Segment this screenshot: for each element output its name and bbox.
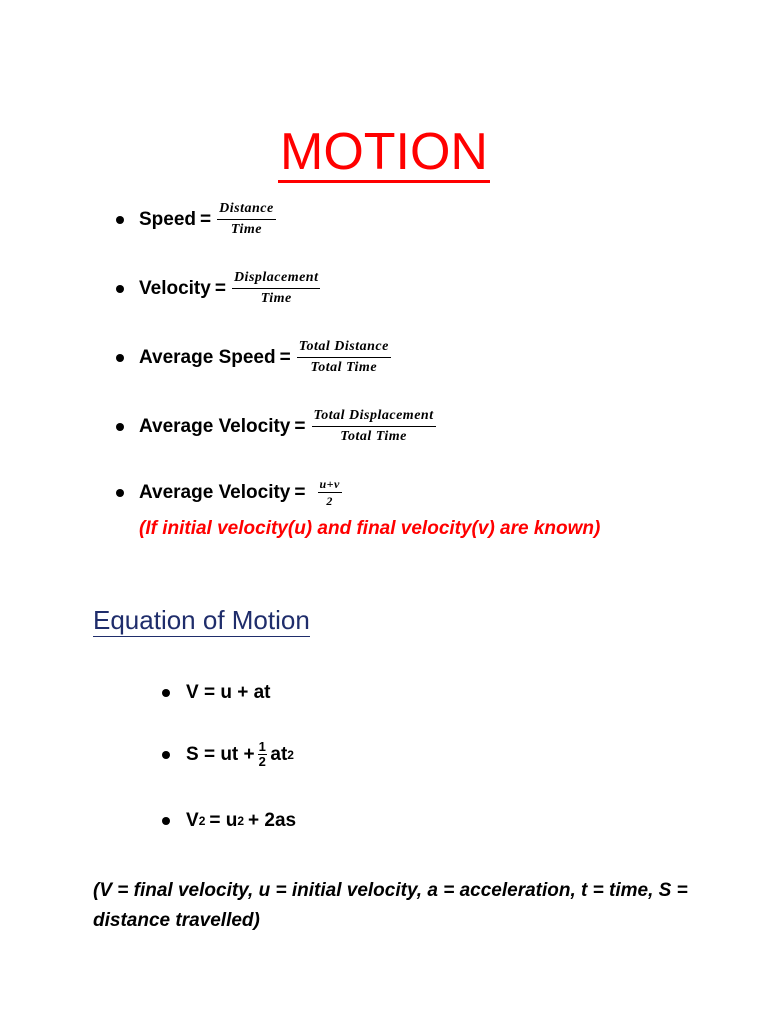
equation-mid: = u	[209, 810, 238, 831]
denominator: Time	[260, 291, 292, 306]
condition-note: (If initial velocity(u) and final velocity(v) are known)	[139, 518, 601, 539]
bullet-icon	[162, 817, 170, 825]
formula-speed	[116, 200, 276, 239]
half-fraction	[258, 740, 268, 769]
numerator: 1	[258, 739, 267, 754]
formula-label: Average Velocity	[139, 415, 291, 437]
fraction	[297, 338, 391, 377]
equals-sign: =	[279, 346, 291, 368]
equals-sign: =	[200, 208, 212, 230]
numerator: u+v	[319, 477, 340, 491]
fraction	[217, 200, 276, 239]
bullet-icon	[162, 689, 170, 697]
numerator: Total Distance	[297, 338, 391, 358]
equation-first	[162, 682, 270, 704]
formula-average-velocity	[116, 407, 436, 446]
fraction	[232, 269, 321, 308]
formula-label: Average Speed	[139, 346, 276, 368]
numerator: Displacement	[232, 269, 321, 289]
denominator: Total Time	[310, 360, 378, 375]
bullet-icon	[116, 423, 124, 431]
numerator: Total Displacement	[312, 407, 436, 427]
fraction	[312, 407, 436, 446]
formula-label: Average Velocity	[139, 481, 291, 503]
equals-sign: =	[294, 481, 306, 503]
bullet-icon	[162, 751, 170, 759]
denominator: 2	[258, 754, 267, 769]
bullet-icon	[116, 354, 124, 362]
denominator: Total Time	[340, 429, 407, 444]
denominator: Time	[230, 222, 262, 237]
section-heading	[93, 605, 310, 636]
section-heading-text: Equation of Motion	[93, 605, 310, 635]
bullet-icon	[116, 285, 124, 293]
bullet-icon	[116, 216, 124, 224]
formula-average-velocity-uv	[116, 477, 342, 508]
equation-end: + 2as	[248, 810, 297, 831]
numerator: Distance	[217, 200, 276, 220]
equation-prefix: S = ut +	[186, 743, 255, 765]
formula-label: Speed	[139, 208, 197, 230]
page-title-text: MOTION	[280, 123, 488, 181]
fraction	[318, 477, 342, 508]
equation-second: S = ut + $\frac{1}{2}$ at 2	[162, 740, 294, 769]
page-title	[0, 122, 768, 183]
equals-sign: =	[294, 415, 306, 437]
equation-v: V	[186, 810, 199, 831]
variable-legend: (V = final velocity, u = initial velocity, a = acceleration, t = time, S = distance travelled)	[93, 880, 688, 931]
bullet-icon	[116, 489, 124, 497]
equation-text: V = u + at	[186, 682, 271, 703]
equals-sign: =	[214, 277, 226, 299]
equation-suffix: at	[270, 743, 288, 765]
equation-third: V 2 = u 2 + 2as	[162, 810, 296, 832]
formula-average-speed	[116, 338, 391, 377]
formula-velocity	[116, 269, 320, 308]
formula-label: Velocity	[139, 277, 211, 299]
denominator: 2	[326, 494, 333, 508]
